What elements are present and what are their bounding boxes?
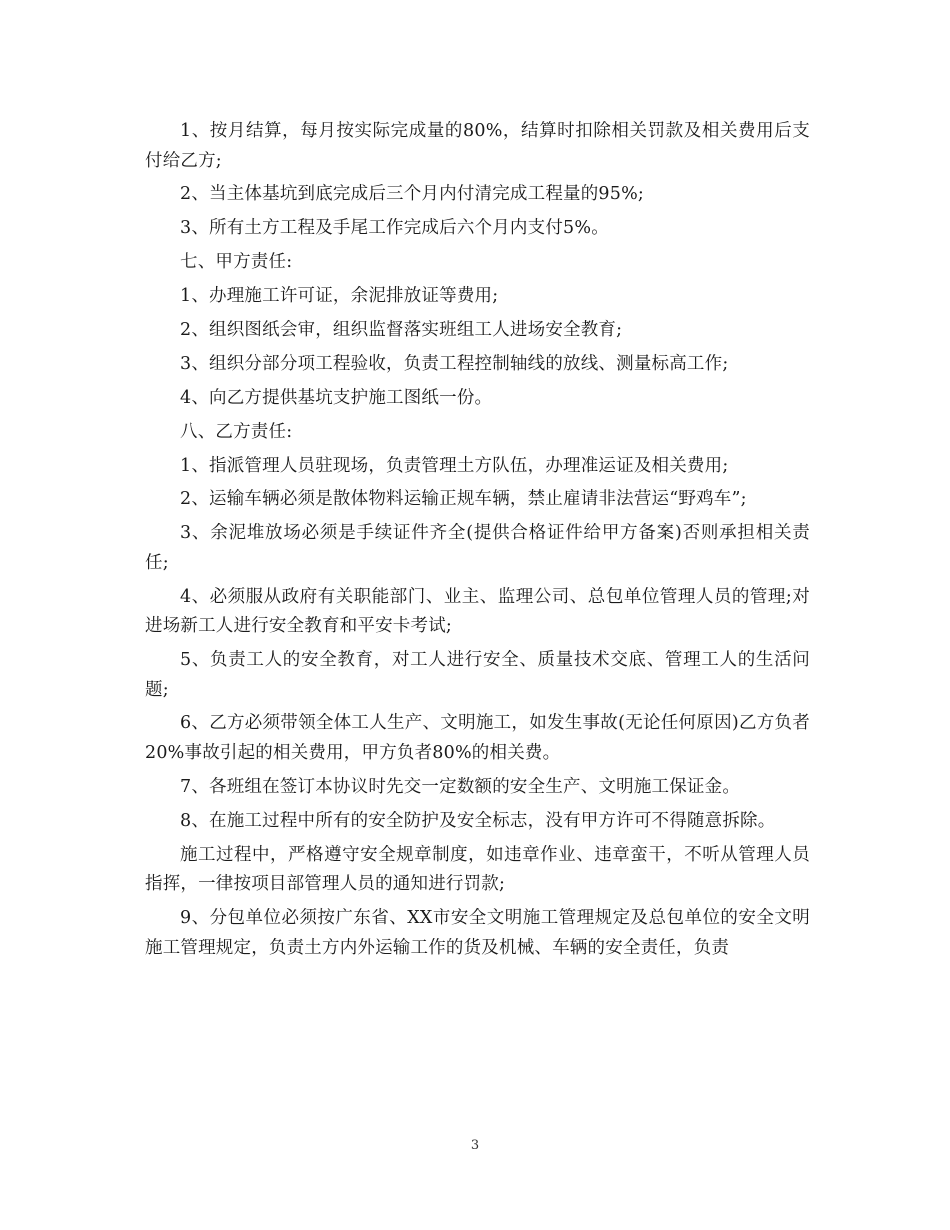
- paragraph-payment-3: 3、所有土方工程及手尾工作完成后六个月内支付5%。: [180, 218, 609, 239]
- paragraph-payment-2: 2、当主体基坑到底完成后三个月内付清完成工程量的95%;: [180, 184, 645, 205]
- paragraph-party-a-3: 3、组织分部分项工程验收，负责工程控制轴线的放线、测量标高工作;: [180, 353, 729, 374]
- paragraph-party-b-7: 7、各班组在签订本协议时先交一定数额的安全生产、文明施工保证金。: [180, 776, 741, 797]
- paragraph-party-b-1: 1、指派管理人员驻现场，负责管理土方队伍，办理准运证及相关费用;: [180, 455, 729, 476]
- paragraph-party-b-4: 4、必须服从政府有关职能部门、业主、监理公司、总包单位管理人员的管理;对进场新工人进行安全教育和平安卡考试;: [145, 586, 810, 637]
- paragraph-party-a-1: 1、办理施工许可证，余泥排放证等费用;: [180, 286, 499, 307]
- section-heading-party-b: 八、乙方责任:: [180, 421, 293, 442]
- paragraph-party-b-9: 9、分包单位必须按广东省、XX市安全文明施工管理规定及总包单位的安全文明施工管理规定，负责土方内外运输工作的货及机械、车辆的安全责任，负责: [145, 908, 810, 958]
- paragraph-party-a-4: 4、向乙方提供基坑支护施工图纸一份。: [180, 387, 493, 408]
- paragraph-party-b-5: 5、负责工人的安全教育，对工人进行安全、质量技术交底、管理工人的生活问题;: [145, 650, 810, 700]
- paragraph-party-b-6: 6、乙方必须带领全体工人生产、文明施工，如发生事故(无论任何原因)乙方负者20%事故引起的相关费用，甲方负者80%的相关费。: [145, 713, 810, 763]
- paragraph-party-a-2: 2、组织图纸会审，组织监督落实班组工人进场安全教育;: [180, 319, 623, 340]
- paragraph-party-b-3: 3、余泥堆放场必须是手续证件齐全(提供合格证件给甲方备案)否则承担相关责任;: [145, 523, 810, 573]
- paragraph-safety-rules: 施工过程中，严格遵守安全规章制度，如违章作业、违章蛮干，不听从管理人员指挥，一律按项目部管理人员的通知进行罚款;: [145, 844, 810, 895]
- page-number: 3: [470, 1138, 480, 1153]
- document-body: [145, 117, 810, 967]
- paragraph-party-b-8: 8、在施工过程中所有的安全防护及安全标志，没有甲方许可不得随意拆除。: [180, 810, 776, 831]
- paragraph-party-b-2: 2、运输车辆必须是散体物料运输正规车辆，禁止雇请非法营运“野鸡车”;: [180, 489, 747, 510]
- paragraph-payment-1: 1、按月结算，每月按实际完成量的80%，结算时扣除相关罚款及相关费用后支付给乙方;: [145, 121, 810, 171]
- section-heading-party-a: 七、甲方责任:: [180, 252, 293, 273]
